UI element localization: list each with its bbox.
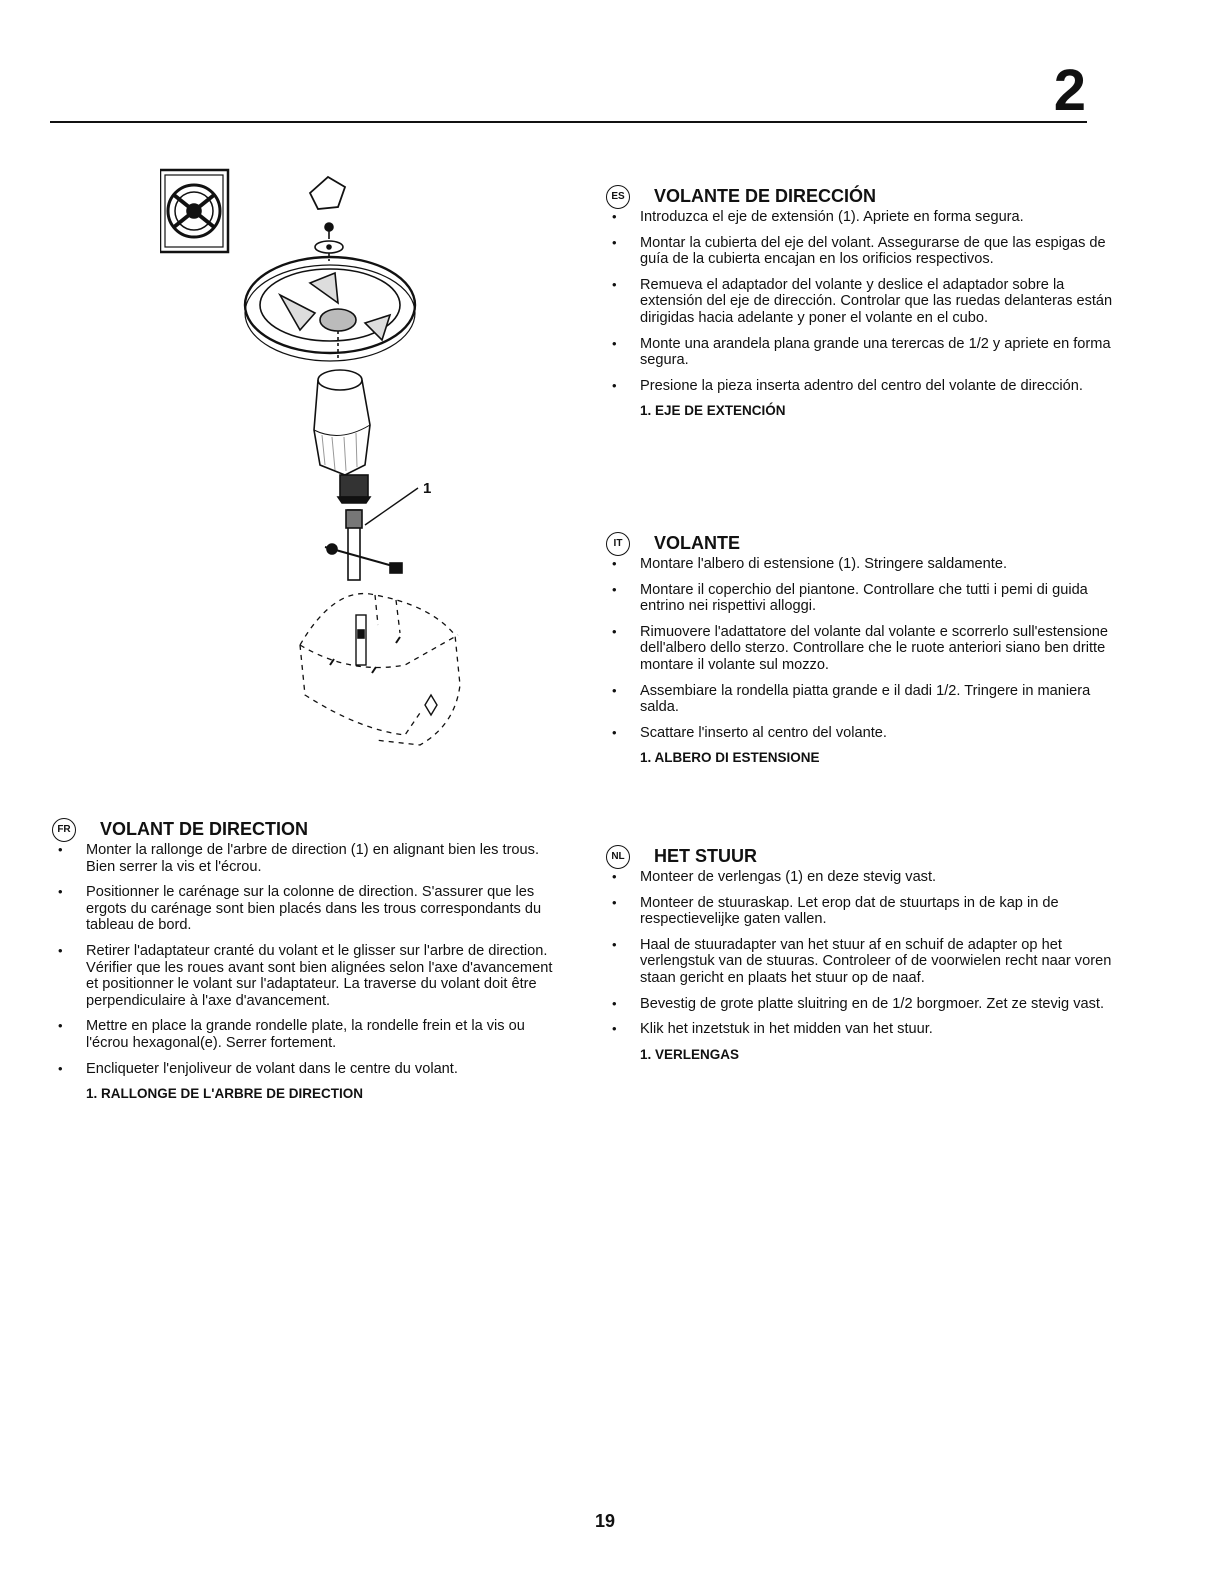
nl-instruction-list: [606, 869, 1116, 1038]
list-item: • Monteer de verlengas (1) en deze stevig vast.: [606, 869, 1116, 886]
fr-caption: 1. RALLONGE DE L'ARBRE DE DIRECTION: [86, 1086, 363, 1102]
it-language-badge: IT: [606, 532, 630, 556]
nl-caption: 1. VERLENGAS: [640, 1046, 740, 1062]
nl-language-badge: NL: [606, 845, 630, 869]
header-rule: [50, 121, 1087, 123]
list-item: • Introduzca el eje de extensión (1). Apriete en forma segura.: [606, 209, 1116, 226]
list-item: • Montar la cubierta del eje del volant. Assegurarse de que las espigas de guía de la cubierta encajan en los orificios respectivos.: [606, 235, 1116, 268]
list-item: • Montare il coperchio del piantone. Controllare che tutti i pemi di guida entrino nei rispettivi alloggi.: [606, 582, 1116, 615]
chapter-number: 2: [1053, 58, 1086, 123]
section-es: [606, 185, 1116, 418]
section-fr: [52, 818, 557, 1101]
steering-wheel-icon-box: [160, 170, 228, 252]
callout-label: 1: [423, 480, 432, 497]
list-item: • Presione la pieza inserta adentro del centro del volante de dirección.: [606, 378, 1116, 395]
list-item: • Assembiare la rondella piatta grande e il dadi 1/2. Tringere in maniera salda.: [606, 683, 1116, 716]
list-item: • Remueva el adaptador del volante y deslice el adaptador sobre la extensión del eje de dirección. Controlar que las ruedas delanteras están dirigidas hacia adelante y poner el volante en el cubo.: [606, 277, 1116, 327]
list-item: • Scattare l'inserto al centro del volante.: [606, 725, 1116, 742]
fr-section-title: VOLANT DE DIRECTION: [100, 819, 309, 839]
list-item: • Monter la rallonge de l'arbre de direction (1) en alignant bien les trous. Bien serrer la vis et l'écrou.: [52, 842, 557, 875]
list-item: • Montare l'albero di estensione (1). Stringere saldamente.: [606, 556, 1116, 573]
steering-wheel-illustration: [160, 165, 490, 765]
es-section-title: VOLANTE DE DIRECCIÓN: [654, 186, 877, 206]
es-language-badge: ES: [606, 185, 630, 209]
it-caption: 1. ALBERO DI ESTENSIONE: [640, 750, 820, 766]
list-item: • Klik het inzetstuk in het midden van het stuur.: [606, 1021, 1116, 1038]
list-item: • Positionner le carénage sur la colonne de direction. S'assurer que les ergots du carénage sont bien placés dans les trous correspondants du tableau de bord.: [52, 884, 557, 934]
list-item: • Rimuovere l'adattatore del volante dal volante e scorrerlo sull'estensione dell'albero dello sterzo. Controllare che le ruote anteriori siano ben dritte montare il volante sul mozzo.: [606, 624, 1116, 674]
es-instruction-list: [606, 209, 1116, 394]
nl-section-title: HET STUUR: [654, 846, 757, 866]
section-nl: [606, 845, 1116, 1062]
list-item: • Haal de stuuradapter van het stuur af en schuif de adapter op het verlengstuk van de stuuras. Controleer of de voorwielen recht naar voren staan gericht en plaats het stuur op de naaf.: [606, 937, 1116, 987]
it-instruction-list: [606, 556, 1116, 741]
fr-instruction-list: [52, 842, 557, 1077]
fr-language-badge: FR: [52, 818, 76, 842]
list-item: • Monteer de stuuraskap. Let erop dat de stuurtaps in de kap in de respectievelijke gaten vallen.: [606, 895, 1116, 928]
page-number: 19: [594, 1511, 616, 1531]
it-section-title: VOLANTE: [654, 533, 741, 553]
list-item: • Bevestig de grote platte sluitring en de 1/2 borgmoer. Zet ze stevig vast.: [606, 996, 1116, 1013]
list-item: • Encliqueter l'enjoliveur de volant dans le centre du volant.: [52, 1061, 557, 1078]
list-item: • Monte una arandela plana grande una terercas de 1/2 y apriete en forma segura.: [606, 336, 1116, 369]
list-item: • Mettre en place la grande rondelle plate, la rondelle frein et la vis ou l'écrou hexagonal(e). Serrer fortement.: [52, 1018, 557, 1051]
section-it: [606, 532, 1116, 765]
es-caption: 1. EJE DE EXTENCIÓN: [640, 403, 786, 419]
list-item: • Retirer l'adaptateur cranté du volant et le glisser sur l'arbre de direction. Vérifier que les roues avant sont bien alignées selon l'axe d'avancement et positionner le volant sur l'adaptateur. La traverse du volant doit être perpendiculaire à l'axe d'avancement.: [52, 943, 557, 1009]
